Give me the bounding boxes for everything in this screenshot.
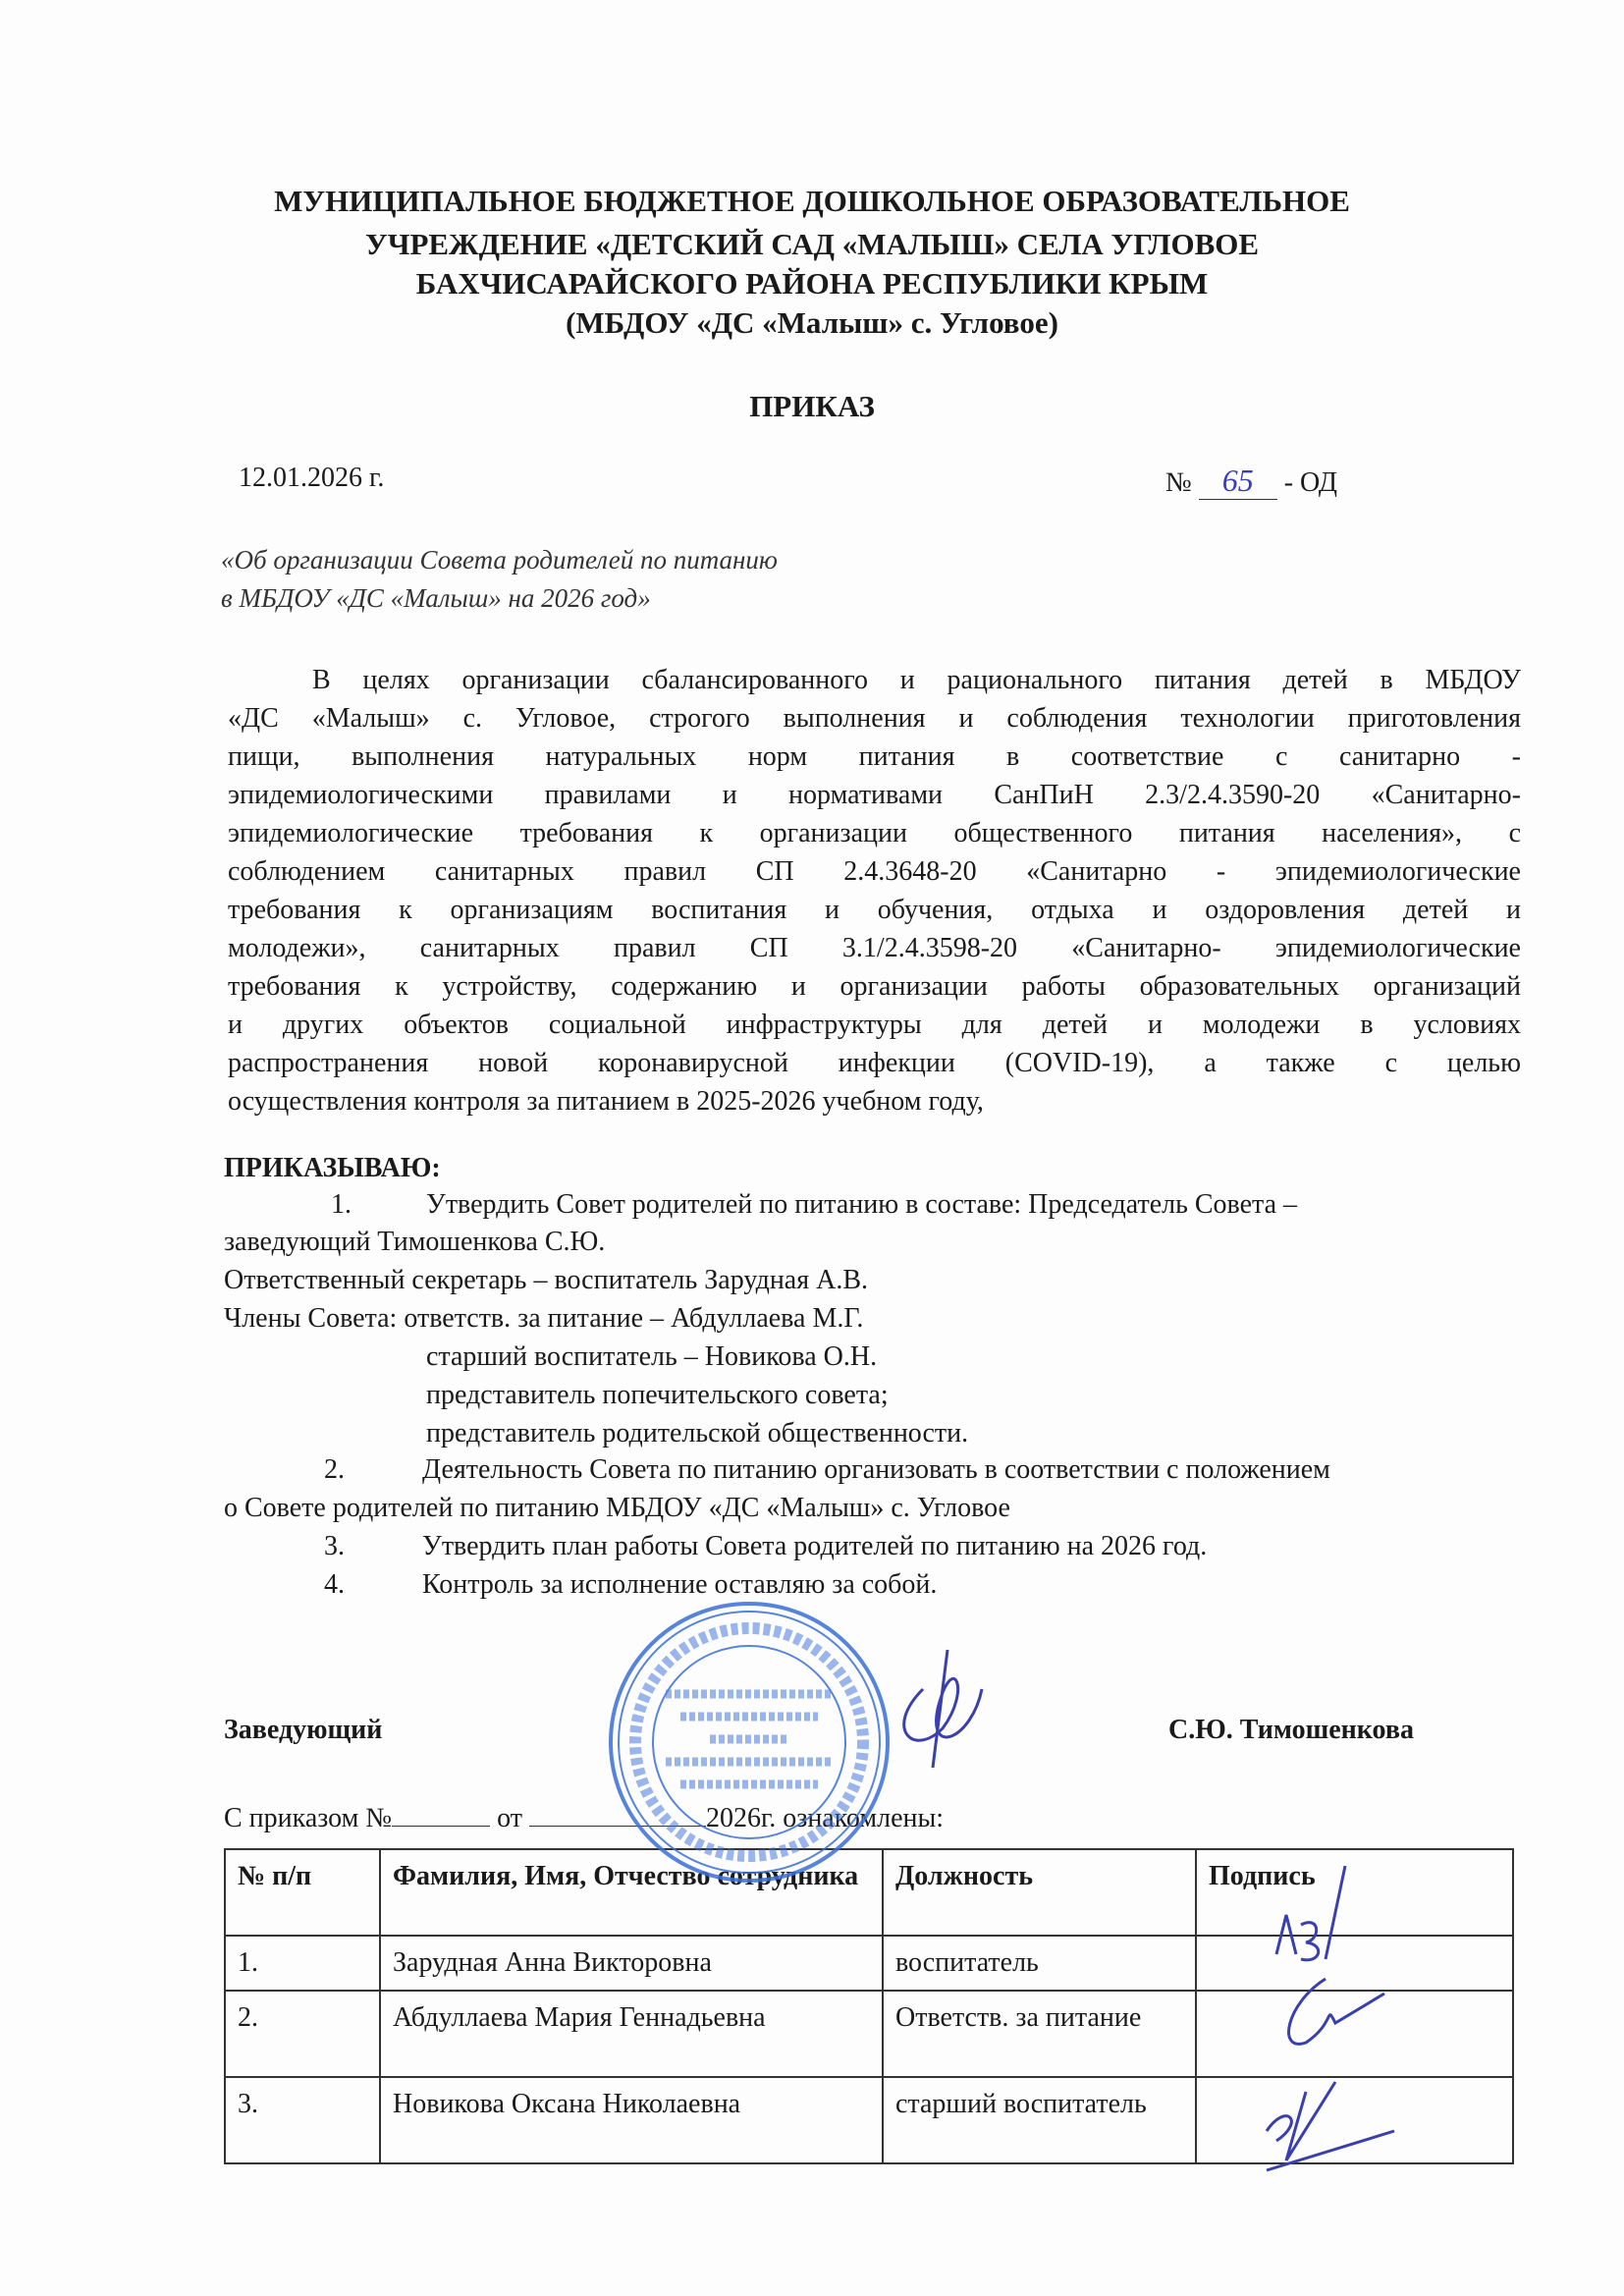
table-header-row bbox=[225, 1849, 1513, 1936]
item-1-text-cont: заведующий Тимошенкова С.Ю. bbox=[224, 1227, 606, 1257]
item-number: 1. bbox=[331, 1189, 352, 1220]
cell-signature bbox=[1196, 1936, 1513, 1991]
header-number: № п/п bbox=[225, 1849, 380, 1936]
order-heading: ПРИКАЗЫВАЮ: bbox=[224, 1153, 441, 1183]
order-number bbox=[1165, 463, 1337, 500]
acknowledgement-table bbox=[224, 1848, 1514, 2164]
item-1-text: Утвердить Совет родителей по питанию в составе: Председатель Совета – bbox=[426, 1189, 1298, 1220]
header-signature: Подпись bbox=[1196, 1849, 1513, 1936]
cell-position: старший воспитатель bbox=[883, 2077, 1196, 2163]
item-2-text-cont: о Совете родителей по питанию МБДОУ «ДС «Малыш» с. Угловое bbox=[224, 1493, 1010, 1523]
subject-line-2: в МБДОУ «ДС «Малыш» на 2026 год» bbox=[221, 583, 651, 613]
preamble-line: требования к организациям воспитания и обучения, отдыха и оздоровления детей и bbox=[228, 895, 1521, 925]
item-1-member: старший воспитатель – Новикова О.Н. bbox=[426, 1341, 878, 1372]
cell-number: 2. bbox=[225, 1991, 380, 2077]
cell-name: Абдуллаева Мария Геннадьевна bbox=[380, 1991, 883, 2077]
cell-position: воспитатель bbox=[883, 1936, 1196, 1991]
preamble-line: эпидемиологические требования к организации общественного питания населения», с bbox=[228, 818, 1521, 848]
header-name: Фамилия, Имя, Отчество сотрудника bbox=[380, 1849, 883, 1936]
ack-from: от bbox=[497, 1803, 522, 1833]
cell-name: Зарудная Анна Викторовна bbox=[380, 1936, 883, 1991]
item-1-members: Члены Совета: ответств. за питание – Абдуллаева М.Г. bbox=[224, 1303, 864, 1334]
preamble-line: пищи, выполнения натуральных норм питания в соответствие с санитарно - bbox=[228, 741, 1521, 772]
cell-number: 3. bbox=[225, 2077, 380, 2163]
preamble-line: «ДС «Малыш» с. Угловое, строгого выполнения и соблюдения технологии приготовления bbox=[228, 703, 1521, 734]
cell-signature bbox=[1196, 1991, 1513, 2077]
handwritten-number: 65 bbox=[1199, 463, 1277, 500]
preamble-line: соблюдением санитарных правил СП 2.4.3648-20 «Санитарно - эпидемиологические bbox=[228, 856, 1521, 887]
director-signature bbox=[864, 1620, 1001, 1787]
item-number: 4. bbox=[324, 1569, 345, 1600]
cell-name: Новикова Оксана Николаевна bbox=[380, 2077, 883, 2163]
item-number: 3. bbox=[324, 1531, 345, 1561]
subject-line-1: «Об организации Совета родителей по питанию bbox=[221, 545, 778, 574]
org-name-line-1: МУНИЦИПАЛЬНОЕ БЮДЖЕТНОЕ ДОШКОЛЬНОЕ ОБРАЗОВАТЕЛЬНОЕ bbox=[274, 184, 1350, 218]
table-row bbox=[225, 2077, 1513, 2163]
item-1-secretary: Ответственный секретарь – воспитатель Зарудная А.В. bbox=[224, 1265, 869, 1295]
item-1-member: представитель родительской общественности. bbox=[426, 1418, 969, 1449]
preamble-line: В целях организации сбалансированного и рационального питания детей в МБДОУ bbox=[312, 665, 1521, 695]
preamble-line: молодежи», санитарных правил СП 3.1/2.4.3598-20 «Санитарно- эпидемиологические bbox=[228, 933, 1521, 963]
item-number: 2. bbox=[324, 1454, 345, 1485]
cell-signature bbox=[1196, 2077, 1513, 2163]
number-suffix: - ОД bbox=[1283, 467, 1337, 498]
doc-type: ПРИКАЗ bbox=[749, 389, 875, 423]
ack-suffix: 2026г. ознакомлены: bbox=[705, 1803, 945, 1833]
order-date: 12.01.2026 г. bbox=[239, 463, 385, 493]
item-4-text: Контроль за исполнение оставляю за собой. bbox=[422, 1569, 938, 1600]
acknowledgement-line bbox=[224, 1803, 944, 1834]
item-3-text: Утвердить план работы Совета родителей по питанию на 2026 год. bbox=[422, 1531, 1208, 1561]
official-stamp bbox=[607, 1600, 892, 1885]
preamble-line: осуществления контроля за питанием в 2025-2026 учебном году, bbox=[228, 1086, 984, 1117]
org-name-line-2: УЧРЕЖДЕНИЕ «ДЕТСКИЙ САД «МАЛЫШ» СЕЛА УГЛОВОЕ bbox=[364, 227, 1260, 261]
preamble-line: требования к устройству, содержанию и организации работы образовательных организаций bbox=[228, 971, 1521, 1002]
cell-number: 1. bbox=[225, 1936, 380, 1991]
table-row bbox=[225, 1936, 1513, 1991]
signer-name: С.Ю. Тимошенкова bbox=[1168, 1715, 1414, 1745]
item-2-text: Деятельность Совета по питанию организовать в соответствии с положением bbox=[422, 1454, 1330, 1485]
preamble-line: и других объектов социальной инфраструктуры для детей и молодежи в условиях bbox=[228, 1010, 1521, 1040]
org-short-name: (МБДОУ «ДС «Малыш» с. Угловое) bbox=[566, 305, 1058, 340]
preamble-line: распространения новой коронавирусной инфекции (COVID-19), а также с целью bbox=[228, 1048, 1521, 1078]
number-sign: № bbox=[1165, 467, 1192, 498]
org-name-line-3: БАХЧИСАРАЙСКОГО РАЙОНА РЕСПУБЛИКИ КРЫМ bbox=[415, 266, 1209, 301]
preamble-line: эпидемиологическими правилами и нормативами СанПиН 2.3/2.4.3590-20 «Санитарно- bbox=[228, 780, 1521, 810]
ack-prefix: С приказом № bbox=[224, 1803, 393, 1833]
table-row bbox=[225, 1991, 1513, 2077]
cell-position: Ответств. за питание bbox=[883, 1991, 1196, 2077]
signer-position: Заведующий bbox=[224, 1715, 383, 1745]
item-1-member: представитель попечительского совета; bbox=[426, 1380, 889, 1410]
header-position: Должность bbox=[883, 1849, 1196, 1936]
